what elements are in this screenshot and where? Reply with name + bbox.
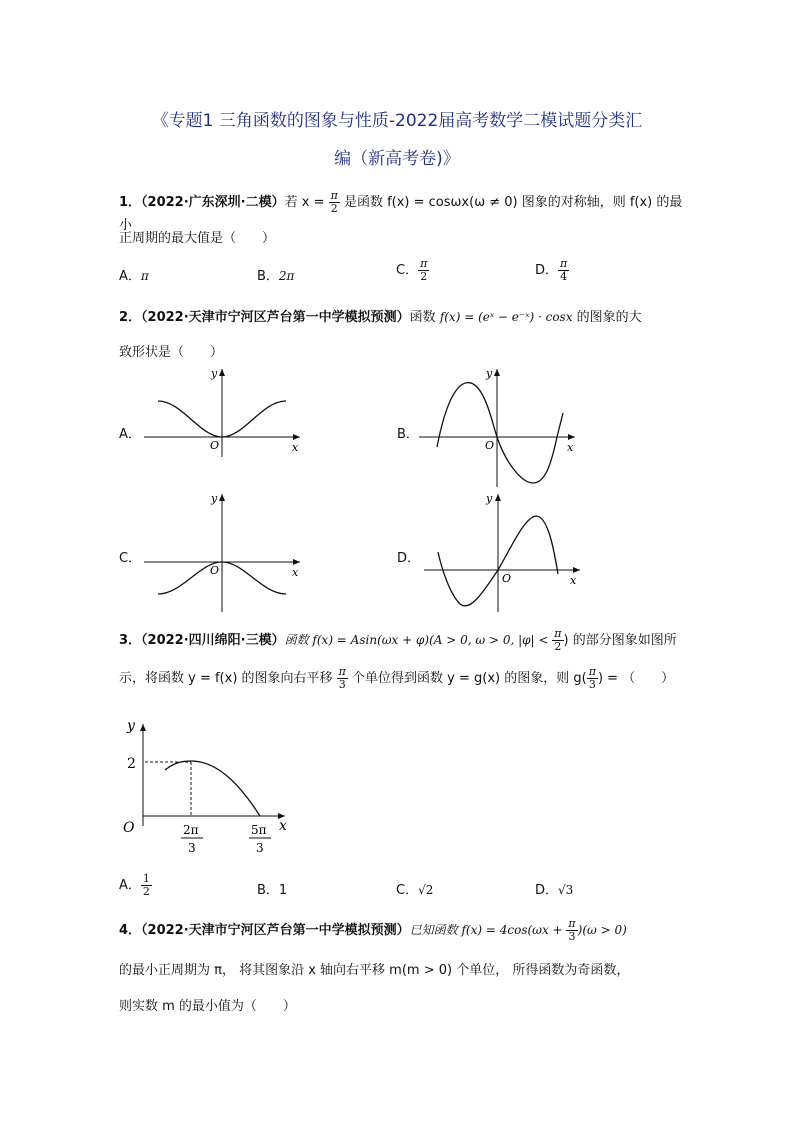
question-number: 3． (119, 633, 142, 648)
question-4-line-3: 则实数 m 的最小值为（ ） (119, 999, 296, 1014)
q2-graph-b[interactable] (415, 365, 585, 490)
question-3: 3．（2022·四川绵阳·三模）函数 f(x) = Asin(ωx + φ)(A > 0, ω > 0, |φ| < $\frac{\pi}{2}$ ) 的部分图象如图所 (119, 627, 677, 653)
svg-text:O: O (485, 439, 495, 452)
svg-text:y: y (211, 367, 218, 380)
formula: 函数 f(x) = Asin(ωx + φ)(A > 0, ω > 0, |φ| < (284, 633, 553, 647)
question-4: 4．（2022·天津市宁河区芦台第一中学模拟预测）已知函数 f(x) = 4cos(ωx + $\frac{\pi}{3}$ )(ω > 0) (119, 917, 627, 943)
q2-option-c-label[interactable]: C． (119, 551, 142, 566)
svg-text:2: 2 (127, 756, 136, 772)
q3-option-b[interactable]: B．1 (257, 883, 288, 898)
svg-text:x: x (279, 818, 287, 834)
q2-option-a-label[interactable]: A． (119, 427, 141, 442)
question-source: （2022·天津市宁河区芦台第一中学模拟预测） (141, 310, 410, 325)
q3-option-c[interactable]: C．√2 (396, 883, 434, 898)
q2-graph-d[interactable] (420, 490, 590, 615)
question-2-line-2: 致形状是（ ） (119, 345, 224, 360)
svg-text:2π: 2π (183, 823, 199, 837)
question-source: （2022·天津市宁河区芦台第一中学模拟预测） (141, 923, 410, 938)
question-number: 2． (119, 310, 142, 325)
document-title-line-2: 编（新高考卷)》 (334, 149, 460, 169)
q3-function-graph (115, 710, 305, 860)
q2-graph-a[interactable] (140, 365, 310, 460)
svg-text:x: x (567, 441, 574, 454)
q3-option-a[interactable]: A． $\frac{1}{2}$ (119, 872, 150, 898)
q1-option-b[interactable]: B．2π (257, 269, 295, 284)
svg-text:3: 3 (188, 841, 196, 855)
q1-option-a[interactable]: A．π (119, 269, 149, 284)
q1-option-c[interactable]: C． $\frac{\pi}{2}$ (396, 257, 428, 283)
fraction: $\frac{\pi}{2}$ (330, 189, 338, 215)
svg-text:x: x (570, 574, 577, 587)
question-3-line-2: 示，将函数 y = f(x) 的图象向右平移 $\frac{\pi}{3}$ 个单位得到函数 y = g(x) 的图象，则 g( $\frac{\pi}{3}$ ) = （ ） (119, 665, 675, 691)
question-2: 2．（2022·天津市宁河区芦台第一中学模拟预测）函数 f(x) = (eˣ − e⁻ˣ) · cosx 的图象的大 (119, 310, 642, 325)
document-title-line-1: 《专题1 三角函数的图象与性质-2022届高考数学二模试题分类汇 (151, 111, 643, 131)
svg-text:O: O (210, 564, 220, 577)
q1-option-d[interactable]: D． $\frac{\pi}{4}$ (535, 257, 568, 283)
svg-text:y: y (486, 492, 493, 505)
svg-text:y: y (211, 492, 218, 505)
question-source: （2022·广东深圳·二模） (141, 195, 285, 210)
formula: 已知函数 f(x) = 4cos(ωx + (409, 923, 567, 937)
question-1-line-2: 正周期的最大值是（ ） (119, 231, 276, 246)
svg-text:x: x (292, 441, 299, 454)
svg-text:y: y (486, 367, 493, 380)
q2-option-b-label[interactable]: B． (397, 427, 419, 442)
question-1: 1．（2022·广东深圳·二模）若 x = $\frac{\pi}{2}$ 是函数 f(x) = cosωx(ω ≠ 0) 图象的对称轴，则 f(x) 的最小 (119, 189, 683, 233)
svg-text:O: O (210, 439, 220, 452)
q2-option-d-label[interactable]: D． (397, 551, 421, 566)
svg-text:y: y (127, 718, 135, 734)
svg-text:5π: 5π (251, 823, 267, 837)
question-source: （2022·四川绵阳·三模） (141, 633, 285, 648)
svg-text:O: O (123, 820, 135, 836)
svg-text:x: x (292, 566, 299, 579)
svg-text:O: O (502, 572, 512, 585)
q2-graph-c[interactable] (140, 490, 310, 615)
formula: f(x) = (eˣ − e⁻ˣ) · cosx (439, 310, 573, 324)
question-4-line-2: 的最小正周期为 π， 将其图象沿 x 轴向右平移 m(m > 0) 个单位， 所得函数为奇函数， (119, 963, 630, 978)
question-number: 4． (119, 923, 142, 938)
q3-option-d[interactable]: D．√3 (535, 883, 574, 898)
question-number: 1． (119, 195, 142, 210)
svg-text:3: 3 (256, 841, 264, 855)
